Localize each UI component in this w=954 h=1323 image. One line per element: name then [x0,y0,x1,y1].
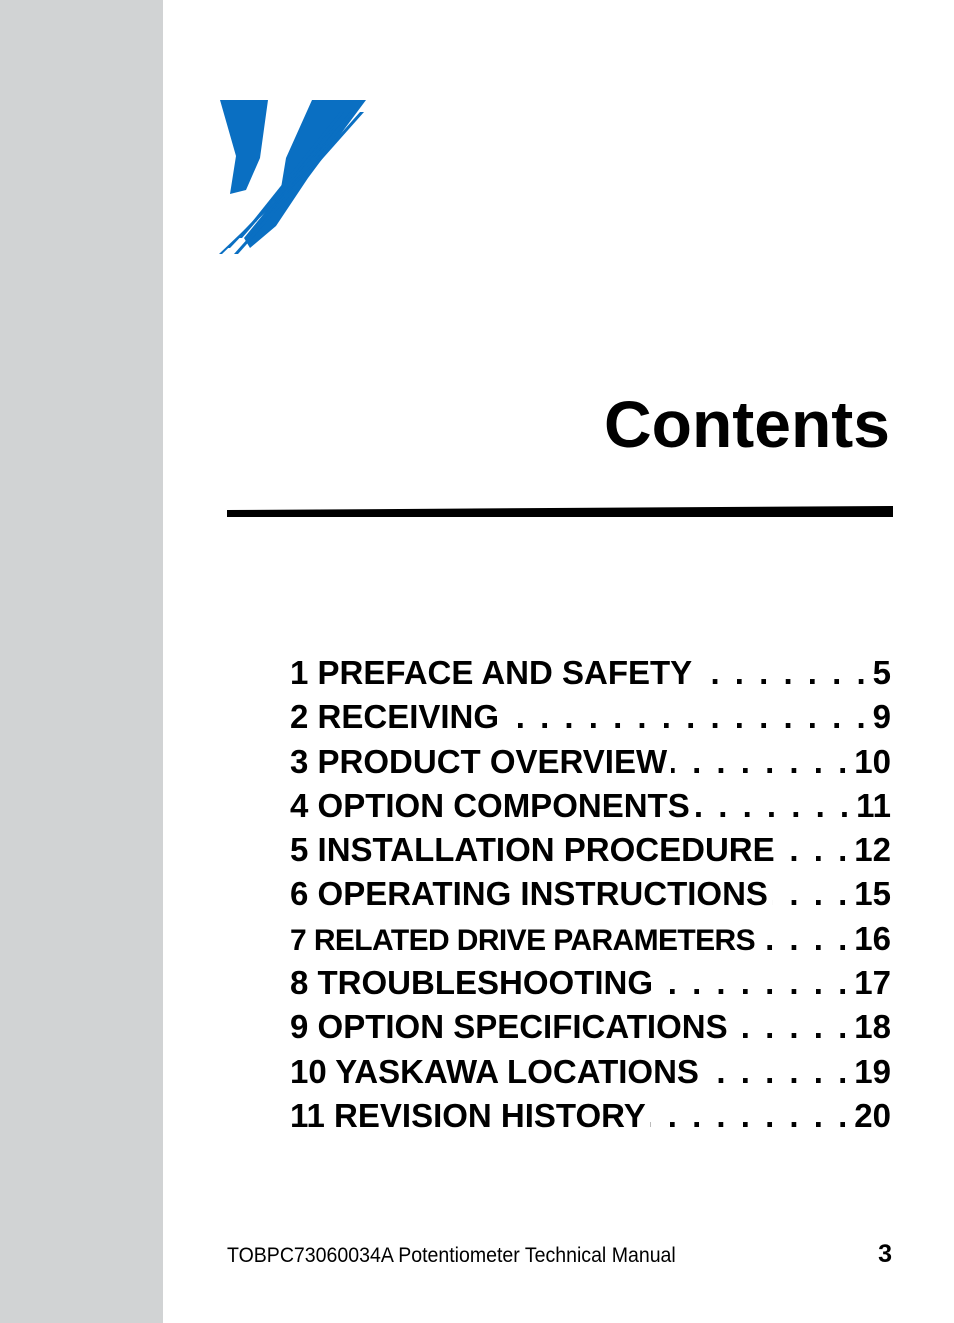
toc-leader-dots [671,743,850,781]
toc-entry[interactable] [290,743,891,787]
toc-entry-label: 11 REVISION HISTORY [290,1096,646,1134]
toc-leader-dots [779,831,851,869]
toc-entry-label: 7 RELATED DRIVE PARAMETERS [290,923,756,957]
toc-leader-dots [696,654,868,692]
toc-entry[interactable] [290,1053,891,1097]
table-of-contents [290,654,891,1141]
toc-leader-dots [694,787,852,825]
toc-entry-page: 16 [854,919,891,957]
toc-entry-page: 20 [854,1096,891,1134]
toc-entry-label: 3 PRODUCT OVERVIEW [290,742,668,780]
toc-entry[interactable] [290,875,891,919]
footer-page-number: 3 [878,1240,892,1268]
toc-entry-page: 12 [854,831,891,869]
toc-entry-label: 10 YASKAWA LOCATIONS [290,1052,699,1090]
toc-entry-label: 5 INSTALLATION PROCEDURE [290,831,775,869]
toc-leader-dots [759,920,850,958]
toc-entry-page: 10 [854,742,891,780]
footer-doc-title: TOBPC73060034A Potentiometer Technical Manual [227,1244,676,1267]
toc-entry-label: 8 TROUBLESHOOTING [290,964,654,1002]
toc-entry-label: 6 OPERATING INSTRUCTIONS [290,875,768,913]
toc-entry-page: 9 [872,698,891,736]
yaskawa-y-logo-icon [216,98,368,256]
toc-entry-page: 17 [854,964,891,1002]
toc-entry-label: 4 OPTION COMPONENTS [290,786,690,824]
toc-entry[interactable] [290,964,891,1008]
toc-entry-label: 9 OPTION SPECIFICATIONS [290,1008,728,1046]
toc-leader-dots [703,1053,850,1091]
toc-entry[interactable] [290,1008,891,1052]
toc-leader-dots [772,875,850,913]
toc-entry[interactable] [290,831,891,875]
toc-entry-page: 11 [856,786,891,824]
toc-entry[interactable] [290,1097,891,1141]
toc-entry[interactable] [290,698,891,742]
toc-entry-label: 2 RECEIVING [290,698,500,736]
toc-leader-dots [503,698,869,736]
page-title: Contents [604,387,890,461]
toc-leader-dots [732,1008,851,1046]
side-band [0,0,163,1323]
toc-entry-page: 5 [872,654,891,691]
toc-leader-dots [657,964,850,1002]
toc-entry-page: 18 [854,1008,891,1046]
title-rule [227,504,893,520]
toc-entry[interactable] [290,787,891,831]
toc-entry-label: 1 PREFACE AND SAFETY [290,654,693,691]
toc-entry-page: 19 [854,1052,891,1090]
toc-entry[interactable] [290,920,891,964]
toc-entry-page: 15 [854,875,891,913]
toc-leader-dots [650,1097,851,1135]
toc-entry[interactable] [290,654,891,698]
